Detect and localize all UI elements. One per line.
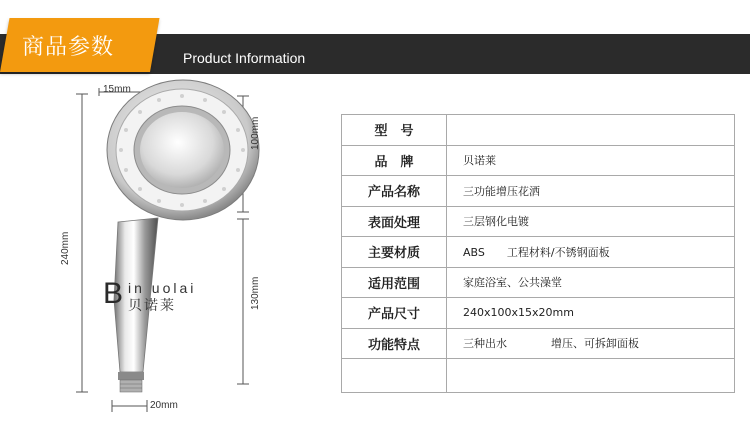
- spec-label: 表面处理: [342, 206, 447, 237]
- spec-value: 三功能增压花洒: [447, 176, 735, 207]
- spec-label: 产品尺寸: [342, 298, 447, 329]
- table-row: [342, 206, 735, 237]
- spec-label: 品 牌: [342, 145, 447, 176]
- brand-english-name: in uolai: [128, 280, 197, 296]
- spec-value: 三种出水 增压、可拆卸面板: [447, 328, 735, 359]
- spec-value: [447, 359, 735, 393]
- shower-head-drawing: [0, 0, 330, 437]
- table-row: [342, 298, 735, 329]
- dim-bottom-width: 20mm: [150, 400, 178, 411]
- dim-total-length: 240mm: [60, 231, 71, 265]
- dim-head-height: 100mm: [250, 116, 261, 150]
- spec-value: ABS 工程材料/不锈钢面板: [447, 237, 735, 268]
- spec-label: 功能特点: [342, 328, 447, 359]
- brand-logo-letter: B: [103, 277, 124, 310]
- section-title: 商品参数: [22, 35, 115, 60]
- table-row: [342, 359, 735, 393]
- dim-handle-length: 130mm: [250, 276, 261, 310]
- spec-label: 型 号: [342, 115, 447, 146]
- brand-chinese-name: 贝诺莱: [128, 298, 176, 314]
- dim-top-width: 15mm: [103, 84, 131, 95]
- table-row: [342, 267, 735, 298]
- section-subtitle: Product Information: [183, 50, 306, 66]
- spec-label: 产品名称: [342, 176, 447, 207]
- product-image: [0, 0, 330, 437]
- spec-value: 三层钢化电镀: [447, 206, 735, 237]
- spec-label: 适用范围: [342, 267, 447, 298]
- spec-label: 主要材质: [342, 237, 447, 268]
- spec-value: 240x100x15x20mm: [447, 298, 735, 329]
- spec-value: [447, 115, 735, 146]
- table-row: [342, 237, 735, 268]
- table-row: [342, 145, 735, 176]
- table-row: [342, 328, 735, 359]
- spec-value: 贝诺莱: [447, 145, 735, 176]
- table-row: [342, 176, 735, 207]
- spec-label: [342, 359, 447, 393]
- table-row: [342, 115, 735, 146]
- spec-table: [341, 114, 735, 393]
- spec-value: 家庭浴室、公共澡堂: [447, 267, 735, 298]
